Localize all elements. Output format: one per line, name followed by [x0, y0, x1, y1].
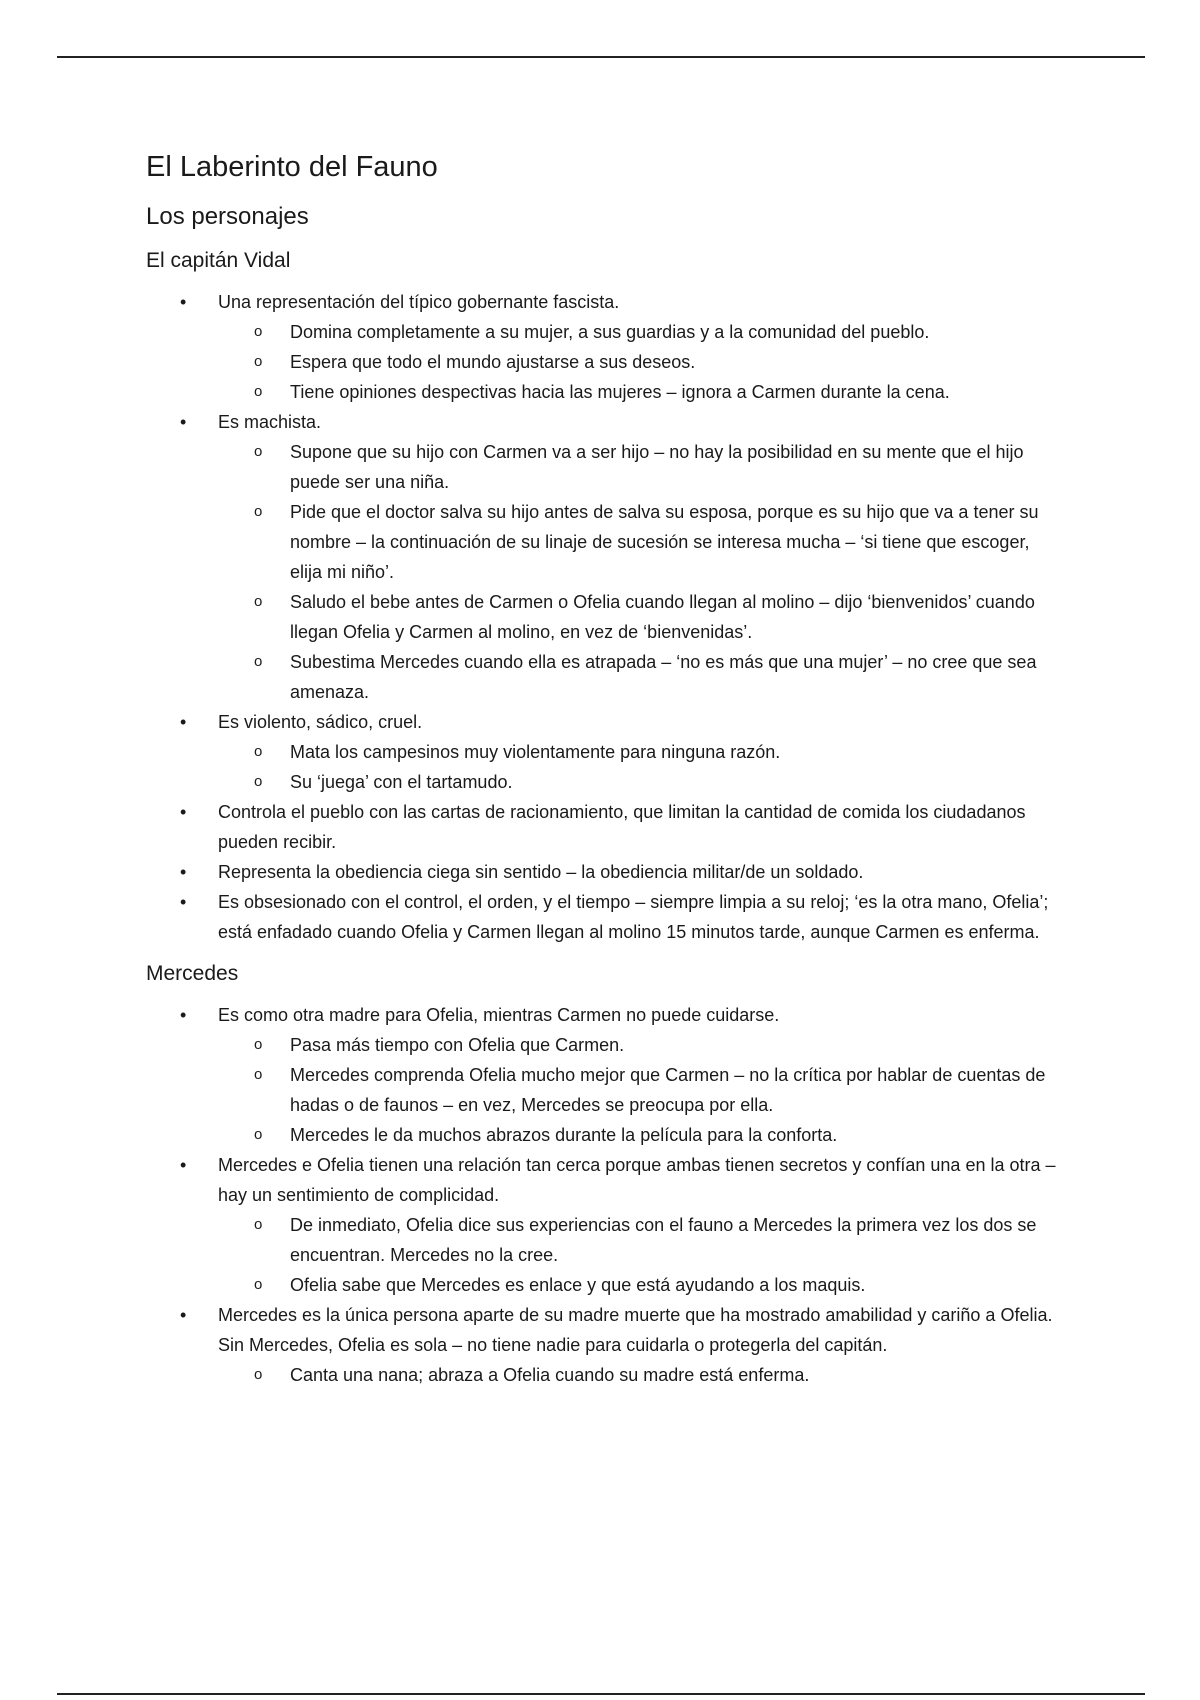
- sub-list-item: o De inmediato, Ofelia dice sus experiencias con el fauno a Mercedes la primera vez los dos se encuentran. Mercedes no la cree.: [218, 1210, 1066, 1270]
- point-text: Controla el pueblo con las cartas de racionamiento, que limitan la cantidad de comida los ciudadanos pueden recibir.: [218, 801, 1026, 852]
- sub-list-item: o Espera que todo el mundo ajustarse a sus deseos.: [218, 347, 1066, 377]
- bottom-rule: [57, 1693, 1145, 1695]
- sub-list: [218, 1030, 1066, 1150]
- document-body: [146, 142, 1066, 1390]
- sub-list-item: o Mata los campesinos muy violentamente para ninguna razón.: [218, 737, 1066, 767]
- list-item: [146, 707, 1066, 797]
- section-heading: Los personajes: [146, 202, 309, 230]
- sub-list: [218, 1360, 1066, 1390]
- list-item: [146, 887, 1066, 947]
- sub-list-item: o Mercedes le da muchos abrazos durante la película para la conforta.: [218, 1120, 1066, 1150]
- sub-list: [218, 437, 1066, 707]
- sub-list: [218, 1210, 1066, 1300]
- sub-list: [218, 737, 1066, 797]
- list-item: [146, 1300, 1066, 1390]
- point-text: Es machista.: [218, 411, 322, 432]
- document-title: El Laberinto del Fauno: [146, 151, 438, 183]
- sub-list-item: o Domina completamente a su mujer, a sus guardias y a la comunidad del pueblo.: [218, 317, 1066, 347]
- character-heading-vidal: El capitán Vidal: [146, 248, 291, 272]
- mercedes-points-list: [146, 1000, 1066, 1390]
- list-item: [146, 287, 1066, 407]
- sub-list-item: o Su ‘juega’ con el tartamudo.: [218, 767, 1066, 797]
- sub-list-item: o Pide que el doctor salva su hijo antes de salva su esposa, porque es su hijo que va a tener su nombre – la continuación de su linaje de sucesión se interesa mucha – ‘si tiene que escoger, elija mi niño’.: [218, 497, 1066, 587]
- point-text: Mercedes e Ofelia tienen una relación tan cerca porque ambas tienen secretos y confían una en la otra – hay un sentimiento de complicidad.: [218, 1154, 1056, 1205]
- list-item: [146, 797, 1066, 857]
- sub-list-item: o Mercedes comprenda Ofelia mucho mejor que Carmen – no la crítica por hablar de cuentas de hadas o de faunos – en vez, Mercedes se preocupa por ella.: [218, 1060, 1066, 1120]
- sub-list-item: o Pasa más tiempo con Ofelia que Carmen.: [218, 1030, 1066, 1060]
- list-item: [146, 1150, 1066, 1300]
- list-item: [146, 407, 1066, 707]
- sub-list-item: o Canta una nana; abraza a Ofelia cuando su madre está enferma.: [218, 1360, 1066, 1390]
- sub-list-item: o Subestima Mercedes cuando ella es atrapada – ‘no es más que una mujer’ – no cree que sea amenaza.: [218, 647, 1066, 707]
- point-text: Representa la obediencia ciega sin sentido – la obediencia militar/de un soldado.: [218, 861, 864, 882]
- vidal-points-list: [146, 287, 1066, 947]
- character-heading-mercedes: Mercedes: [146, 961, 239, 985]
- sub-list-item: o Tiene opiniones despectivas hacia las mujeres – ignora a Carmen durante la cena.: [218, 377, 1066, 407]
- list-item: [146, 1000, 1066, 1150]
- sub-list: [218, 317, 1066, 407]
- list-item: [146, 857, 1066, 887]
- point-text: Es violento, sádico, cruel.: [218, 711, 423, 732]
- sub-list-item: o Saludo el bebe antes de Carmen o Ofelia cuando llegan al molino – dijo ‘bienvenidos’ cuando llegan Ofelia y Carmen al molino, en vez de ‘bienvenidas’.: [218, 587, 1066, 647]
- point-text: Una representación del típico gobernante fascista.: [218, 291, 620, 312]
- sub-list-item: o Ofelia sabe que Mercedes es enlace y que está ayudando a los maquis.: [218, 1270, 1066, 1300]
- point-text: Mercedes es la única persona aparte de su madre muerte que ha mostrado amabilidad y cariño a Ofelia. Sin Mercedes, Ofelia es sola – no tiene nadie para cuidarla o protegerla del capitán.: [218, 1304, 1053, 1355]
- top-rule: [57, 56, 1145, 58]
- point-text: Es obsesionado con el control, el orden, y el tiempo – siempre limpia a su reloj; ‘es la otra mano, Ofelia’; está enfadado cuando Ofelia y Carmen llegan al molino 15 minutos tarde, aunque Carmen es enferma.: [218, 891, 1049, 942]
- point-text: Es como otra madre para Ofelia, mientras Carmen no puede cuidarse.: [218, 1004, 780, 1025]
- sub-list-item: o Supone que su hijo con Carmen va a ser hijo – no hay la posibilidad en su mente que el hijo puede ser una niña.: [218, 437, 1066, 497]
